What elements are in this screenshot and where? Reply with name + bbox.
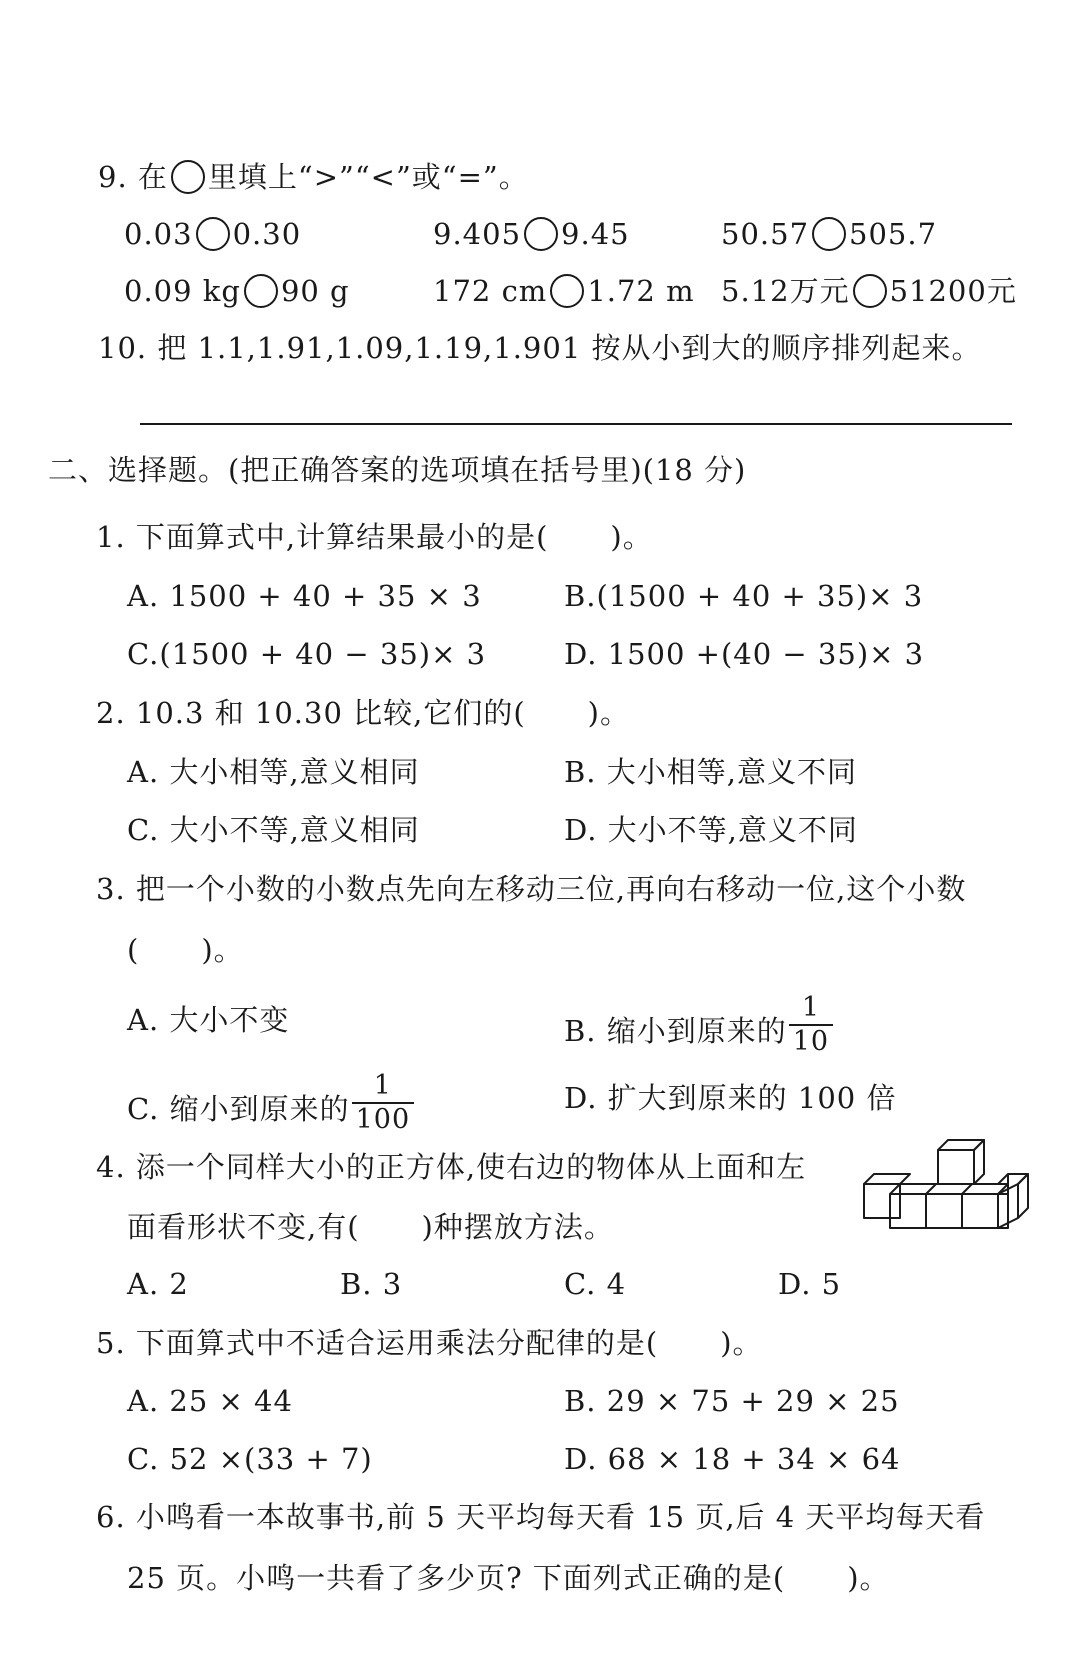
q3-option-b[interactable] xyxy=(564,992,833,1057)
q5-option-a[interactable]: A. 25 × 44 xyxy=(127,1384,293,1418)
compare-right: 51200元 xyxy=(889,274,1017,308)
q2-option-b[interactable]: B. 大小相等,意义不同 xyxy=(564,755,857,789)
q1-stem xyxy=(96,517,653,557)
back-cube-top xyxy=(864,1174,910,1184)
q4-stem-line1: 4. 添一个同样大小的正方体,使右边的物体从上面和左 xyxy=(96,1150,807,1184)
q1-option-c[interactable]: C.(1500 + 40 − 35)× 3 xyxy=(127,637,487,671)
q6-stem-prefix: 25 页。小鸣一共看了多少页? 下面列式正确的是( xyxy=(127,1561,786,1595)
q9-stem-prefix: 9. 在 xyxy=(98,160,168,194)
front-row-top xyxy=(890,1184,1008,1194)
q4-stem-line2 xyxy=(127,1207,614,1247)
front-cube-2 xyxy=(926,1194,962,1228)
q6-stem-line1: 6. 小鸣看一本故事书,前 5 天平均每天看 15 页,后 4 天平均每天看 xyxy=(96,1500,986,1534)
front-cube-1 xyxy=(890,1194,926,1228)
top-cube-front xyxy=(938,1150,974,1184)
q4-option-d[interactable]: D. 5 xyxy=(778,1267,842,1301)
q4-option-c[interactable]: C. 4 xyxy=(564,1267,627,1301)
q2-stem-suffix: )。 xyxy=(587,696,630,730)
q5-option-b[interactable]: B. 29 × 75 + 29 × 25 xyxy=(564,1384,900,1418)
q9-item-6 xyxy=(721,271,1017,311)
top-cube-side xyxy=(974,1140,984,1184)
q4-stem-suffix: )种摆放方法。 xyxy=(421,1210,614,1244)
answer-circle[interactable] xyxy=(550,274,584,308)
q6-stem-line2 xyxy=(127,1558,890,1598)
top-cube-top xyxy=(938,1140,984,1150)
cube-figure xyxy=(862,1133,1032,1233)
q3-stem-prefix: ( xyxy=(127,933,140,967)
q3-option-a[interactable]: A. 大小不变 xyxy=(127,1003,290,1037)
q9-item-4 xyxy=(124,271,350,311)
q2-stem xyxy=(96,693,630,733)
fraction xyxy=(352,1070,415,1136)
answer-circle[interactable] xyxy=(524,217,558,251)
fraction-denominator: 100 xyxy=(352,1102,415,1136)
q1-stem-prefix: 1. 下面算式中,计算结果最小的是( xyxy=(96,520,549,554)
compare-right: 9.45 xyxy=(561,217,630,251)
fraction-numerator: 1 xyxy=(373,1070,392,1101)
compare-right: 90 g xyxy=(280,274,350,308)
q9-item-2 xyxy=(433,214,630,254)
q5-stem-prefix: 5. 下面算式中不适合运用乘法分配律的是( xyxy=(96,1326,659,1360)
answer-circle[interactable] xyxy=(244,274,278,308)
q9-stem xyxy=(98,157,529,197)
q3-option-c-text: C. 缩小到原来的 xyxy=(127,1092,350,1126)
right-cube-side xyxy=(1018,1174,1028,1218)
q3-option-b-text: B. 缩小到原来的 xyxy=(564,1014,787,1048)
answer-circle[interactable] xyxy=(171,160,205,194)
q4-option-b[interactable]: B. 3 xyxy=(340,1267,403,1301)
compare-left: 0.03 xyxy=(124,217,193,251)
q2-stem-prefix: 2. 10.3 和 10.30 比较,它们的( xyxy=(96,696,526,730)
q2-option-c[interactable]: C. 大小不等,意义相同 xyxy=(127,813,420,847)
q10-answer-line[interactable] xyxy=(140,423,1012,425)
answer-circle[interactable] xyxy=(196,217,230,251)
q3-stem-suffix: )。 xyxy=(201,933,244,967)
q9-stem-suffix: 里填上“>”“<”或“=”。 xyxy=(207,160,529,194)
q9-item-5 xyxy=(433,271,695,311)
fraction-denominator: 10 xyxy=(789,1024,833,1058)
front-cube-3 xyxy=(962,1194,998,1228)
q6-stem-suffix: )。 xyxy=(847,1561,890,1595)
compare-right: 0.30 xyxy=(232,217,302,251)
q4-stem-prefix: 面看形状不变,有( xyxy=(127,1210,360,1244)
answer-circle[interactable] xyxy=(853,274,887,308)
q3-option-d[interactable]: D. 扩大到原来的 100 倍 xyxy=(564,1081,897,1115)
compare-left: 5.12万元 xyxy=(721,274,850,308)
q2-option-a[interactable]: A. 大小相等,意义相同 xyxy=(127,755,420,789)
q3-stem-line2 xyxy=(127,930,244,970)
q1-stem-suffix: )。 xyxy=(610,520,653,554)
compare-left: 50.57 xyxy=(721,217,810,251)
q5-stem xyxy=(96,1323,763,1363)
fraction xyxy=(789,992,833,1058)
q1-option-b[interactable]: B.(1500 + 40 + 35)× 3 xyxy=(564,579,924,613)
q5-option-d[interactable]: D. 68 × 18 + 34 × 64 xyxy=(564,1442,901,1476)
q5-option-c[interactable]: C. 52 ×(33 + 7) xyxy=(127,1442,373,1476)
fraction-numerator: 1 xyxy=(801,992,821,1023)
compare-left: 9.405 xyxy=(433,217,522,251)
q1-option-a[interactable]: A. 1500 + 40 + 35 × 3 xyxy=(127,579,482,613)
q3-stem-line1: 3. 把一个小数的小数点先向左移动三位,再向右移动一位,这个小数 xyxy=(96,872,967,906)
q5-stem-suffix: )。 xyxy=(720,1326,763,1360)
answer-circle[interactable] xyxy=(812,217,846,251)
q10-stem: 10. 把 1.1,1.91,1.09,1.19,1.901 按从小到大的顺序排列起来。 xyxy=(98,331,982,365)
q1-option-d[interactable]: D. 1500 +(40 − 35)× 3 xyxy=(564,637,925,671)
compare-right: 1.72 m xyxy=(587,274,695,308)
compare-right: 505.7 xyxy=(849,217,938,251)
compare-left: 0.09 kg xyxy=(124,274,241,308)
compare-left: 172 cm xyxy=(433,274,548,308)
q9-item-1 xyxy=(124,214,301,254)
section-2-title: 二、选择题。(把正确答案的选项填在括号里)(18 分) xyxy=(48,453,747,487)
q2-option-d[interactable]: D. 大小不等,意义不同 xyxy=(564,813,858,847)
q4-option-a[interactable]: A. 2 xyxy=(127,1267,189,1301)
q3-option-c[interactable] xyxy=(127,1070,414,1135)
q9-item-3 xyxy=(721,214,937,254)
